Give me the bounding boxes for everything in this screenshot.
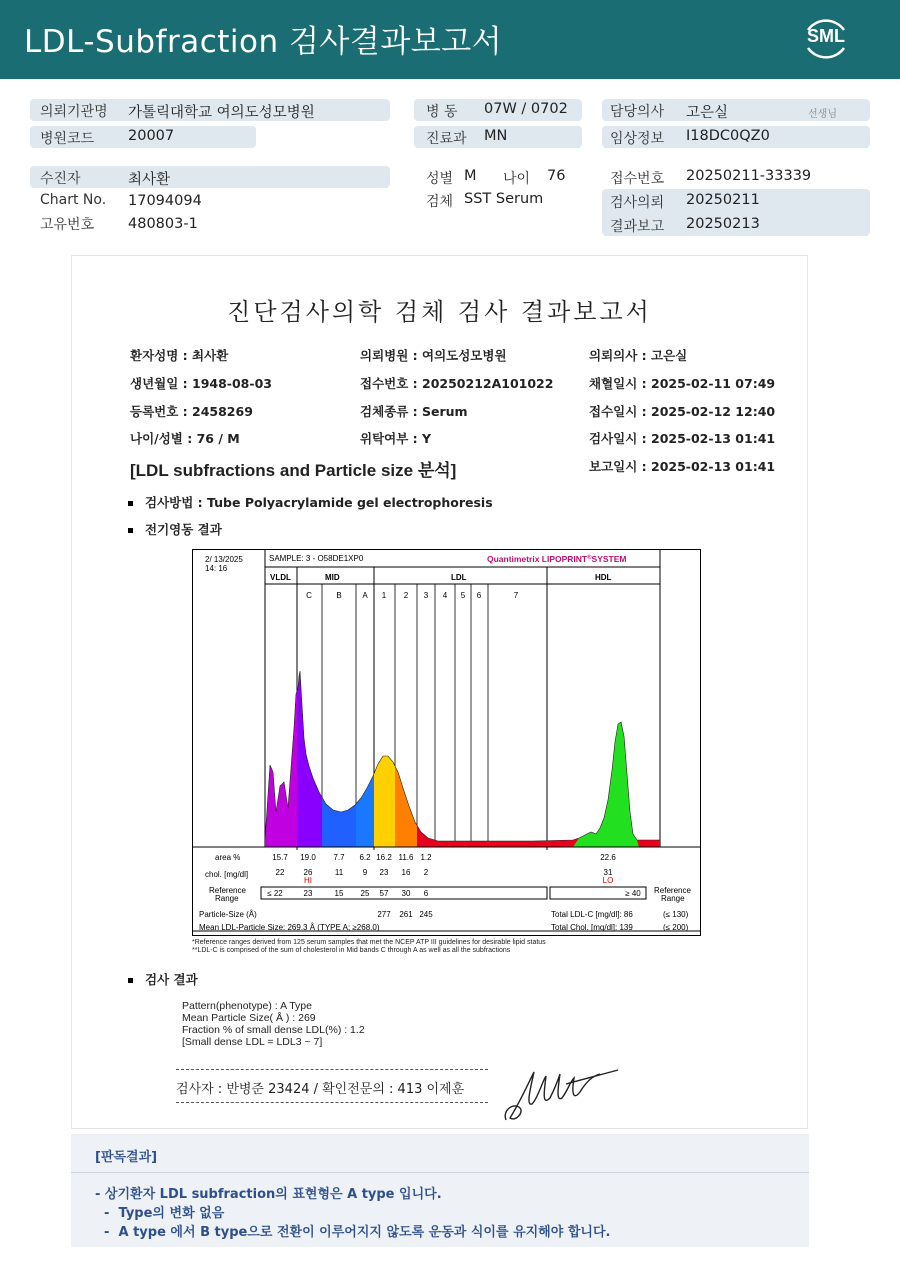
sex-label: 성별 [426,171,454,187]
result-pattern: Pattern(phenotype) : A Type [182,1000,312,1012]
band-label-3: 3 [423,591,429,600]
chol-value: 23 [379,868,389,877]
total-ldl: Total LDL-C [mg/dl]: 86 [551,910,633,919]
panel-head: [판독결과] [95,1150,158,1165]
doctor-label: 담당의사 [610,104,665,120]
chart-date: 2/ 13/2025 [205,555,243,564]
specimen-value: SST Serum [464,191,544,207]
area-value: 22.6 [600,853,616,862]
reference-value: ≥ 40 [625,889,641,898]
chol-value: 16 [401,868,411,877]
profile-fill-hdl [573,722,639,847]
field-birth: 생년월일 : 1948-08-03 [130,376,272,391]
reference-value: 15 [334,889,344,898]
area-value: 6.2 [359,853,371,862]
band-label-C: C [306,591,312,600]
field-age-sex: 나이/성별 : 76 / M [130,431,240,446]
field-receipt-time: 접수일시 : 2025-02-12 12:40 [589,404,776,419]
chol-value: 9 [362,868,368,877]
field-outsourced: 위탁여부 : Y [360,431,432,446]
clinical-label: 임상정보 [610,131,665,147]
particle-size-value: 277 [377,910,391,919]
particle-size-value: 261 [399,910,413,919]
sig-line-top [176,1069,488,1070]
band-label-6: 6 [476,591,482,600]
row-label-area: area % [215,853,241,862]
ward-value: 07W / 0702 [484,101,568,117]
request-value: 20250211 [686,192,760,208]
specimen-label: 검체 [426,194,454,210]
age-label: 나이 [503,171,531,187]
report-label: 결과보고 [610,219,665,235]
reference-value: 30 [401,889,411,898]
age-value: 76 [547,168,566,184]
group-hdl: HDL [595,573,612,582]
result-head: 검사 결과 [145,972,198,987]
field-hospital: 의뢰병원 : 여의도성모병원 [360,348,507,363]
field-doctor: 의뢰의사 : 고은실 [589,348,688,363]
area-value: 1.2 [420,853,432,862]
reference-value: 25 [360,889,370,898]
sml-logo [800,12,852,64]
band-label-A: A [362,591,368,600]
signer-line: 검사자 : 반병준 23424 / 확인전문의 : 413 이제훈 [176,1082,465,1097]
area-value: 15.7 [272,853,288,862]
group-vldl: VLDL [270,573,291,582]
electrophoresis-chart [192,549,701,936]
field-collect-time: 채혈일시 : 2025-02-11 07:49 [589,376,776,391]
chol-value: 11 [334,868,344,877]
band-label-4: 4 [442,591,448,600]
chol-value: 2 [423,868,429,877]
reference-value: 23 [303,889,313,898]
uid-value: 480803-1 [128,216,198,232]
result-mean-size: Mean Particle Size( Å ) : 269 [182,1012,316,1024]
chol-value: 22 [275,868,285,877]
chart-sample: SAMPLE: 3 - O58DE1XP0 [269,554,364,563]
field-receipt: 접수번호 : 20250212A101022 [360,376,554,391]
reference-value: ≤ 22 [267,889,283,898]
row-label-chol: chol. [mg/dl] [205,870,249,879]
band-label-2: 2 [403,591,409,600]
profile-fill-b [265,671,660,847]
report-header [0,0,900,79]
result-sd-ldl: [Small dense LDL = LDL3 ~ 7] [182,1036,323,1048]
total-chol-ref: (≤ 200) [663,923,689,932]
result-block [182,1000,365,1048]
clinical-value: I18DC0QZ0 [686,128,770,144]
section-title: [LDL subfractions and Particle size 분석] [130,461,457,480]
chart-footnotes [192,939,546,955]
field-reg-no: 등록번호 : 2458269 [130,404,253,419]
chart-brand: Quantimetrix LIPOPRINT®SYSTEM [487,554,627,564]
hospital-code-value: 20007 [128,128,175,144]
dept-label: 진료과 [426,131,467,147]
report-title: LDL-Subfraction 검사결과보고서 [24,24,503,60]
field-test-time: 검사일시 : 2025-02-13 01:41 [589,431,776,446]
row-label-ref: Reference [209,886,246,895]
patient-row [30,166,390,188]
logo-text: SML [807,26,845,46]
total-chol: Total Chol. [mg/dl]: 139 [551,923,633,932]
signature-image [500,1062,625,1126]
band-label-1: 1 [381,591,387,600]
band-label-B: B [336,591,342,600]
doctor-value: 고은실 [686,105,729,121]
field-patient-name: 환자성명 : 최사환 [130,348,229,363]
group-mid: MID [325,573,340,582]
method-text: 검사방법 : Tube Polyacrylamide gel electrophoresis [145,495,493,510]
interpretation-panel [71,1134,809,1247]
panel-line-3: - A type 에서 B type으로 전환이 이루어지지 않도록 운동과 식이를 유지해야 합니다. [95,1225,611,1240]
doc-title: 진단검사의학 검체 검사 결과보고서 [227,298,652,326]
total-ldl-ref: (≤ 130) [663,910,689,919]
doctor-suffix: 선생님 [808,109,837,120]
dept-value: MN [484,128,508,144]
band-label-7: 7 [513,591,519,600]
patient-label: 수진자 [40,171,81,187]
sex-value: M [464,168,477,184]
sig-line-bottom [176,1102,488,1103]
particle-size-value: 245 [419,910,433,919]
report-value: 20250213 [686,216,760,232]
electro-line [128,520,222,538]
patient-value: 최사환 [128,172,171,188]
institution-label: 의뢰기관명 [40,104,108,120]
row-label-ref-right: Reference [654,886,691,895]
ward-label: 병 동 [426,104,458,120]
row-label-range: Range [215,894,239,903]
receipt-label: 접수번호 [610,171,665,187]
area-value: 11.6 [398,853,414,862]
electro-text: 전기영동 결과 [145,522,222,537]
panel-line-1: - 상기환자 LDL subfraction의 표현형은 A type 입니다. [95,1187,442,1202]
mean-ldl-size: Mean LDL-Particle Size: 269.3 Å (TYPE A; ≥268.0) [199,923,380,932]
result-line [128,970,198,988]
area-value: 19.0 [300,853,316,862]
chart-time: 14: 16 [205,564,228,573]
chol-value: 31 [603,868,613,877]
row-label-size: Particle-Size (Å) [199,910,257,919]
embedded-report [71,255,808,1129]
chol-flag: LO [602,876,614,885]
uid-label: 고유번호 [40,217,95,233]
row-label-range-right: Range [661,894,685,903]
hospital-code-label: 병원코드 [40,131,95,147]
footnote-2: **LDL-C is comprised of the sum of cholesterol in Mid bands C through A as well as all the subfractions [192,947,511,954]
footnote-1: *Reference ranges derived from 125 serum samples that met the NCEP ATP III guidelines for desirable lipid status [192,939,546,946]
chart-label: Chart No. [40,192,107,208]
group-ldl: LDL [451,573,467,582]
request-label: 검사의뢰 [610,195,665,211]
reference-value: 57 [379,889,389,898]
panel-line-2: - Type의 변화 없음 [95,1206,225,1221]
band-label-5: 5 [460,591,466,600]
chol-value: 26 [303,868,313,877]
area-value: 16.2 [376,853,392,862]
field-report-time: 보고일시 : 2025-02-13 01:41 [589,459,776,474]
receipt-value: 20250211-33339 [686,168,812,184]
reference-value: 6 [423,889,429,898]
chart-value: 17094094 [128,193,202,209]
method-line [128,493,493,511]
result-fraction: Fraction % of small dense LDL(%) : 1.2 [182,1024,365,1036]
field-specimen: 검체종류 : Serum [360,404,468,419]
area-value: 7.7 [333,853,345,862]
institution-value: 가톨릭대학교 여의도성모병원 [128,105,315,121]
chart-svg [193,550,700,935]
panel-divider [71,1172,809,1173]
chol-flag: HI [304,876,312,885]
